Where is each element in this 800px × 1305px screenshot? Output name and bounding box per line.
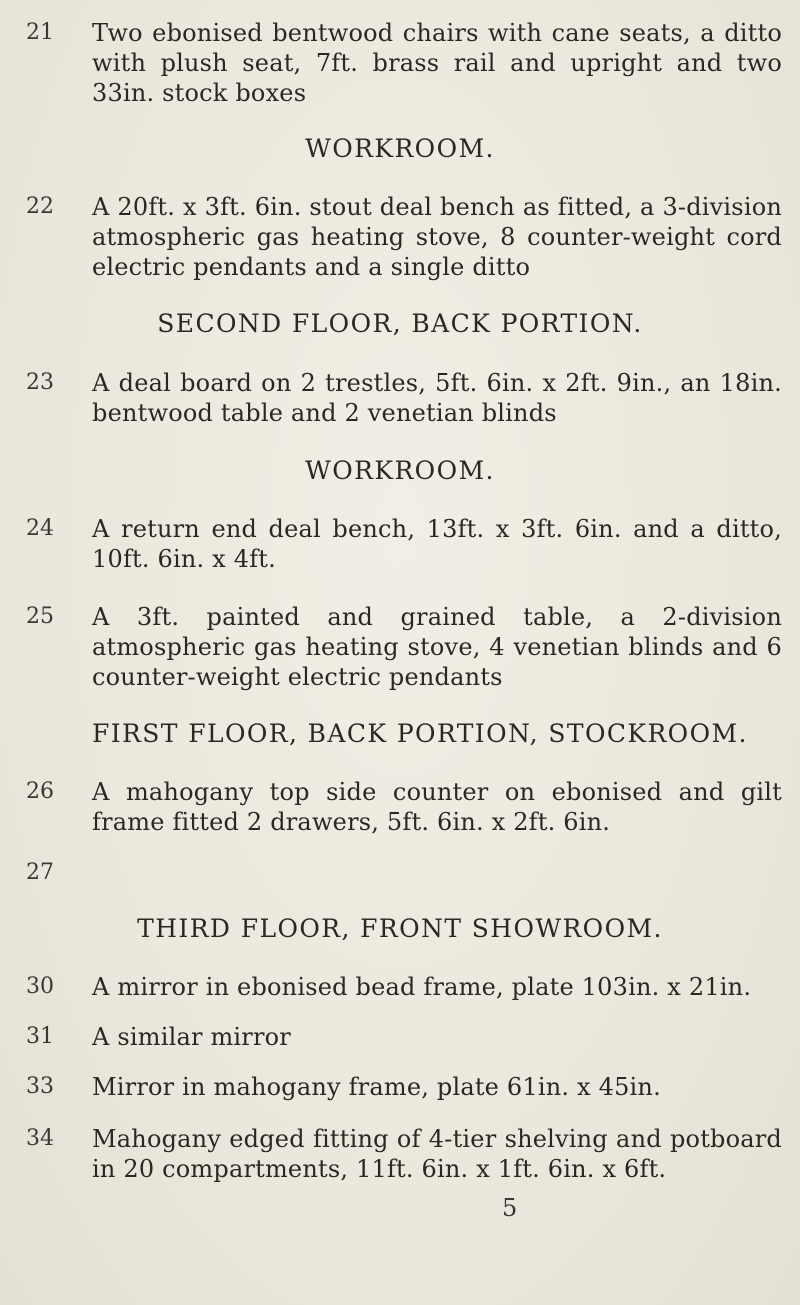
- lot-description: A 3ft. painted and grained table, a 2-division atmospheric gas heating stove, 4 venetian blinds and 6 counter-weight electric pendants: [92, 603, 782, 691]
- lot-number: 21: [26, 20, 54, 45]
- section-heading-first-floor: FIRST FLOOR, BACK PORTION, STOCKROOM.: [92, 719, 748, 748]
- lot-number: 33: [26, 1074, 54, 1099]
- section-heading-third-floor: THIRD FLOOR, FRONT SHOWROOM.: [137, 914, 663, 943]
- lot-number: 22: [26, 194, 54, 219]
- lot-number: 31: [26, 1024, 54, 1049]
- lot-description: A mirror in ebonised bead frame, plate 103in. x 21in.: [92, 973, 752, 1001]
- page-number: 5: [502, 1194, 518, 1222]
- lot-number: 26: [26, 779, 54, 804]
- lot-description: Mahogany edged fitting of 4-tier shelving and potboard in 20 compartments, 11ft. 6in. x 1ft. 6in. x 6ft.: [92, 1125, 782, 1183]
- lot-description: Mirror in mahogany frame, plate 61in. x 45in.: [92, 1073, 661, 1101]
- section-heading-second-floor: SECOND FLOOR, BACK PORTION.: [157, 309, 643, 338]
- lot-number: 25: [26, 604, 54, 629]
- lot-number: 30: [26, 974, 54, 999]
- lot-description: A 20ft. x 3ft. 6in. stout deal bench as fitted, a 3-division atmospheric gas heating stove, 8 counter-weight cord electric pendants and a single ditto: [92, 193, 782, 281]
- lot-number: 27: [26, 860, 54, 885]
- lot-number: 23: [26, 370, 54, 395]
- lot-description: Two ebonised bentwood chairs with cane seats, a ditto with plush seat, 7ft. brass rail and upright and two 33in. stock boxes: [92, 19, 782, 107]
- lot-number: 24: [26, 516, 54, 541]
- lot-number: 34: [26, 1126, 54, 1151]
- lot-description: A deal board on 2 trestles, 5ft. 6in. x 2ft. 9in., an 18in. bentwood table and 2 venetian blinds: [92, 369, 782, 427]
- section-heading-workroom-2: WORKROOM.: [305, 456, 495, 485]
- lot-description: A return end deal bench, 13ft. x 3ft. 6in. and a ditto, 10ft. 6in. x 4ft.: [92, 515, 782, 573]
- lot-description: A mahogany top side counter on ebonised and gilt frame fitted 2 drawers, 5ft. 6in. x 2ft. 6in.: [92, 778, 782, 836]
- section-heading-workroom: WORKROOM.: [305, 134, 495, 163]
- lot-description: A similar mirror: [92, 1023, 291, 1051]
